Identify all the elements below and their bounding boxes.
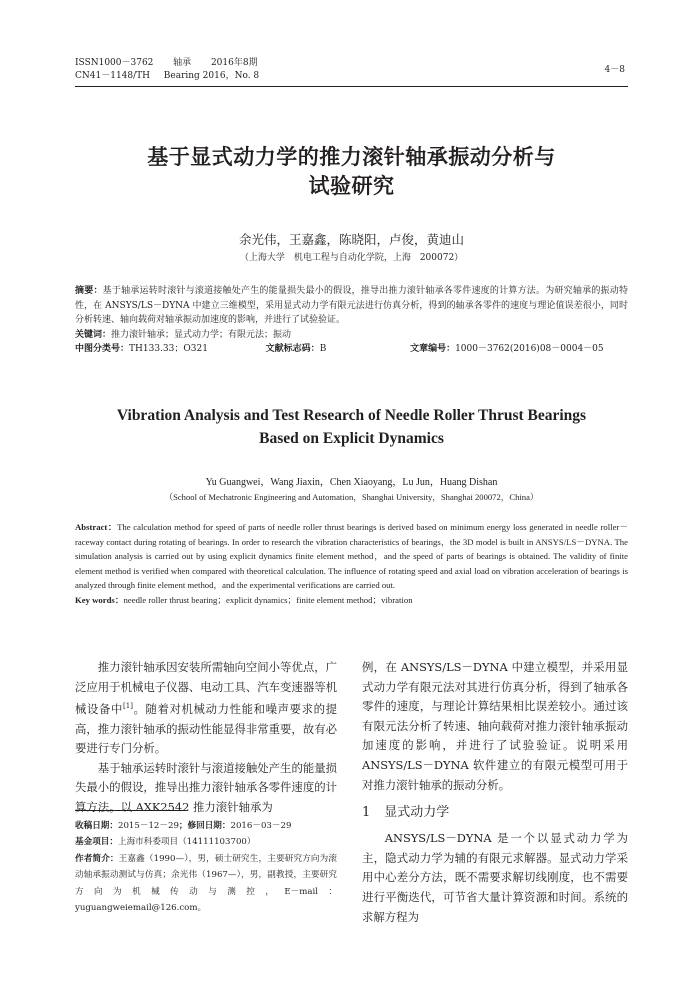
article-number-label: 文章编号：: [410, 344, 456, 355]
citation-ref[interactable]: [1]: [123, 702, 133, 711]
intro-paragraph-3: 例，在 ANSYS/LS－DYNA 中建立模型，并采用显式动力学有限元法对其进行仿真分析，得到了轴承各零件的速度，与理论计算结果相比误差较小。通过该有限元法分析了转速、轴向载荷对推力滚针轴承振动加速度的影响，并进行了试验验证。说明采用 ANSYS/LS－DYNA 软件建立的有限元模型可用于对推力滚针轴承的振动分析。: [362, 660, 628, 792]
revised-label: ；修回日期：: [178, 821, 231, 831]
bio-label: 作者简介：: [75, 853, 119, 864]
cn-line: [75, 70, 259, 82]
title-en-line1: Vibration Analysis and Test Research of Needle Roller Thrust Bearings: [116, 407, 587, 424]
keywords-en-label: Key words：: [75, 594, 124, 605]
abstract-cn-text: 基于轴承运转时滚针与滚道接触处产生的能量损失最小的假设，推导出推力滚针轴承各零件速度的计算方法。为研究轴承的振动特性，在 ANSYS/LS－DYNA 中建立三维模型，采用显式动力学有限元法进行仿真分析，得到的轴承各零件的速度与理论值误差很小，同时分析转速、轴向载荷对轴承振动加速度的影响，并进行了试验验证。: [75, 286, 628, 326]
doc-code: B: [319, 344, 327, 355]
page-range: 4－8: [604, 65, 625, 75]
affiliation-cn: （上海大学 机电工程与自动化学院，上海 200072）: [239, 253, 464, 263]
abstract-en-text: The calculation method for speed of parts of needle roller thrust bearings is derived based on minimum energy loss generated in needle roller－raceway contact during rotating of bearings. In order to research the vibration characteristics of bearings，the 3D model is built in ANSYS/LS－DYNA. The simulation analysis is carried out by using explicit dynamics finite element method，and the speed of parts of bearings is obtained. The validity of finite element method is verified when compared with theoretical calculation. The influence of rotating speed and axial load on vibration acceleration of bearings is analyzed through finite element method，and the experimental verifications are carried out.: [75, 522, 629, 591]
section-heading-1: [362, 799, 628, 827]
authors-cn: 余光伟，王嘉鑫，陈晓阳，卢俊，黄迪山: [238, 232, 464, 247]
article-number: 1000－3762(2016)08－0004－05: [455, 344, 604, 355]
abstract-cn-label: 摘要：: [75, 286, 103, 296]
authors-en: Yu Guangwei，Wang Jiaxin，Chen Xiaoyang，Lu Jun，Huang Dishan: [205, 477, 498, 488]
abstract-en-label: Abstract：: [75, 522, 118, 532]
title-en-line2: Based on Explicit Dynamics: [259, 430, 444, 447]
issue-en: Bearing 2016，No. 8: [163, 71, 260, 81]
issn-line: [75, 57, 258, 69]
title-cn: [75, 143, 628, 201]
keywords-cn-label: 关键词：: [75, 329, 112, 340]
keywords-en: needle roller thrust bearing；explicit dynamics；finite element method；vibration: [123, 594, 413, 605]
title-en: [75, 404, 628, 450]
bio-text: 王嘉鑫（1990—），男，硕士研究生，主要研究方向为滚动轴承振动测试与仿真；余光伟（1967—），男，副教授，主要研究方向为机械传动与测控，E－mail：yuguangweiemail@126.com。: [75, 853, 337, 914]
journal-name-cn: 轴承: [173, 58, 192, 68]
intro-paragraph-2: 基于轴承运转时滚针与滚道接触处产生的能量损失最小的假设，推导出推力滚针轴承各零件速度的计算方法。以 AXK2542 推力滚针轴承为: [75, 760, 338, 814]
body-right-column: [362, 658, 628, 927]
abstract-cn: [75, 284, 628, 357]
author-bio: [75, 851, 337, 917]
title-cn-line1: 基于显式动力学的推力滚针轴承振动分析与: [147, 145, 556, 169]
intro-paragraph-1: [75, 658, 337, 759]
received-date: 2015－12－29: [117, 821, 179, 831]
section-1-paragraph: ANSYS/LS－DYNA 是一个以显式动力学为主，隐式动力学为辅的有限元求解器。显式动力学采用中心差分方法，既不需要求解切线刚度，也不需要进行平衡迭代，可节省大量计算资源和时间。系统的求解方程为: [362, 831, 628, 924]
header-rule: [75, 86, 628, 87]
clc-number: TH133.33；O321: [129, 344, 208, 355]
revised-date: 2016－03－29: [230, 821, 292, 831]
intro-p1-text-a: 推力滚针轴承因安装所需轴向空间小等优点，广泛应用于机械电子仪器、电动工具、汽车变速器等机械设备中: [75, 660, 338, 716]
abstract-en: [75, 520, 628, 608]
received-date-line: [75, 818, 337, 834]
section-title: 显式动力学: [384, 805, 450, 821]
received-label: 收稿日期：: [75, 821, 118, 831]
fund-label: 基金项目：: [75, 837, 118, 848]
cn-number: CN41－1148/TH: [75, 71, 151, 81]
title-cn-line2: 试验研究: [308, 174, 395, 198]
doc-code-label: 文献标志码：: [265, 344, 320, 355]
body-left-column: [75, 658, 337, 818]
footnotes: [75, 818, 337, 916]
intro-p1-text-b: 。随着对机械动力性能和噪声要求的提高，推力滚针轴承的振动性能显得非常重要，故有必要进行专门分析。: [75, 701, 337, 756]
section-number: 1: [362, 805, 371, 821]
issn: ISSN1000－3762: [75, 58, 154, 68]
fund-text: 上海市科委项目（14111103700）: [117, 837, 256, 848]
clc-label: 中图分类号：: [75, 344, 130, 355]
keywords-cn: 推力滚针轴承；显式动力学；有限元法；振动: [111, 329, 292, 340]
issue-cn: 2016年8期: [210, 58, 258, 68]
fund-line: [75, 834, 337, 850]
footnote-rule: [75, 810, 185, 811]
affiliation-en: （School of Mechatronic Engineering and Automation，Shanghai University，Shanghai 200072，China）: [164, 492, 539, 502]
